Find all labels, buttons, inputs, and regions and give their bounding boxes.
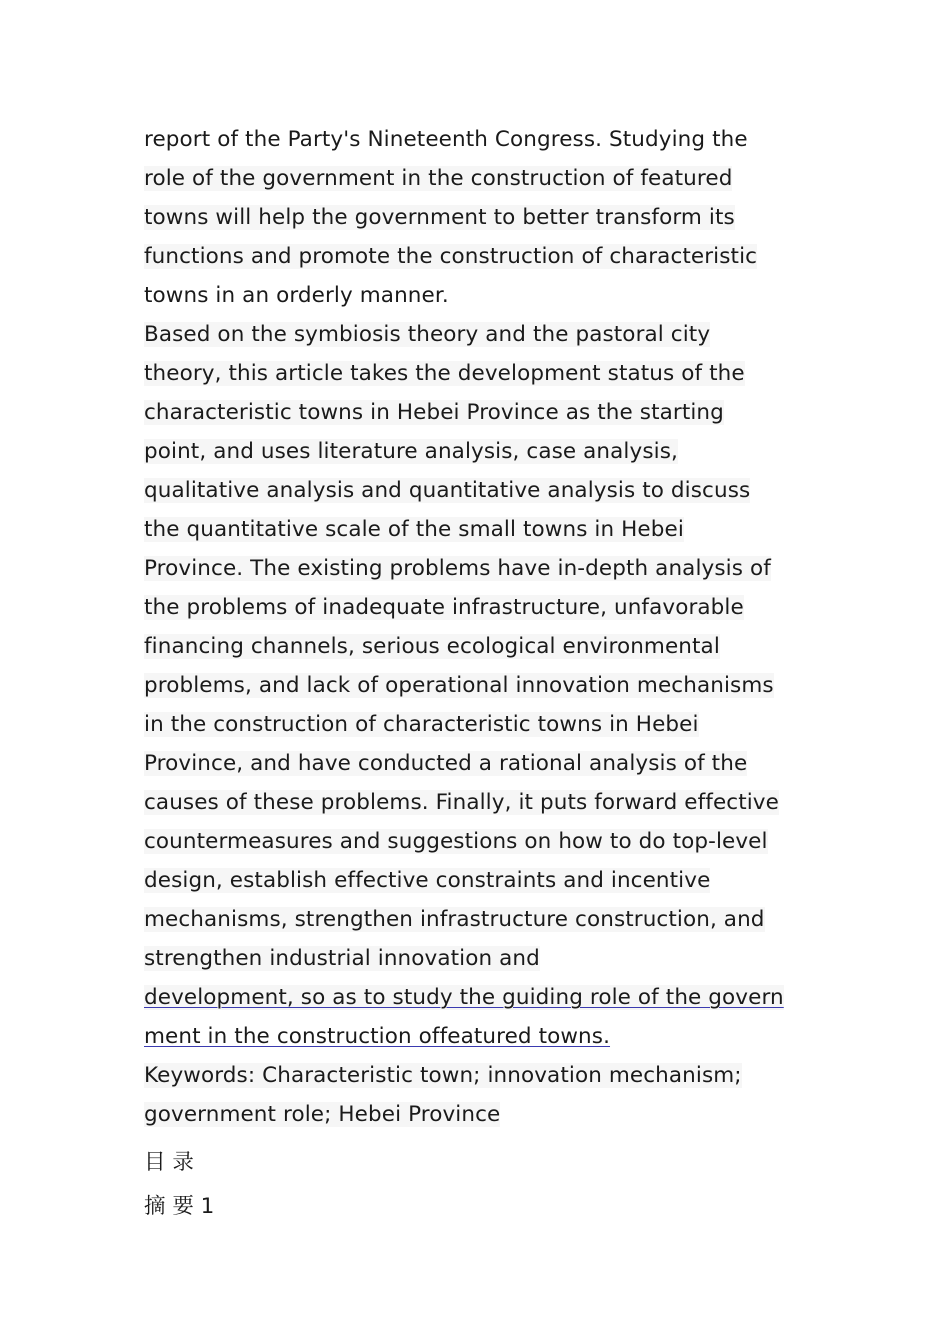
text-line: problems, and lack of operational innovation mechanisms [144,673,774,698]
text-line: functions and promote the construction of characteristic [144,244,758,269]
text-line: report of the Party's Nineteenth Congress. Studying the [144,127,748,152]
text-line: point, and uses literature analysis, case analysis, [144,439,678,464]
text-line: towns in an orderly manner. [144,283,449,308]
toc-title: 目 录 [144,1150,194,1175]
text-line: causes of these problems. Finally, it puts forward effective [144,790,779,815]
text-line: characteristic towns in Hebei Province as the starting [144,400,724,425]
text-line: financing channels, serious ecological environmental [144,634,720,659]
paragraph-intro-continuation [144,120,824,315]
text-line: Province. The existing problems have in-depth analysis of [144,556,771,581]
document-page [144,120,824,1222]
text-line: strengthen industrial innovation and [144,946,540,971]
text-line: role of the government in the construction of featured [144,166,733,191]
toc-item[interactable]: 摘 要 1 [144,1194,215,1219]
text-line: Province, and have conducted a rational analysis of the [144,751,748,776]
text-line: the problems of inadequate infrastructure, unfavorable [144,595,744,620]
text-line: towns will help the government to better transform its [144,205,735,230]
text-line: Based on the symbiosis theory and the pastoral city [144,322,711,347]
paragraph-abstract-body [144,315,824,1056]
text-line: theory, this article takes the development status of the [144,361,745,386]
text-line: design, establish effective constraints and incentive [144,868,711,893]
text-line: the quantitative scale of the small towns in Hebei [144,517,684,542]
text-line: in the construction of characteristic towns in Hebei [144,712,699,737]
keywords-block [144,1056,824,1134]
text-line-underlined-gaps: ment in the construction offeatured towns. [144,1024,611,1049]
text-line: countermeasures and suggestions on how to do top-level [144,829,768,854]
keywords-line: Keywords: Characteristic town; innovation mechanism; [144,1063,742,1088]
text-line-underlined-gaps: development, so as to study the guiding role of the govern [144,985,784,1010]
text-line: mechanisms, strengthen infrastructure construction, and [144,907,765,932]
keywords-line: government role; Hebei Province [144,1102,501,1127]
text-line: qualitative analysis and quantitative analysis to discuss [144,478,751,503]
